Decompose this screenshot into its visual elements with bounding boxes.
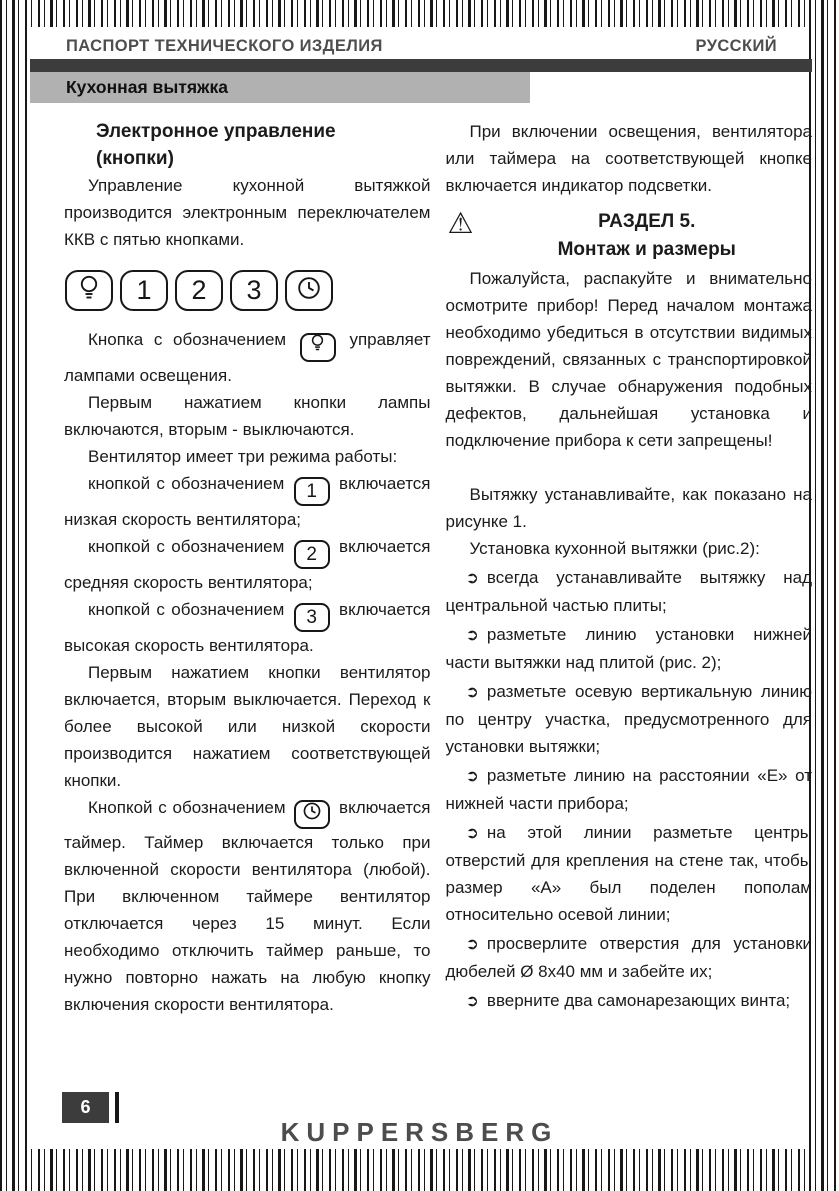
light-button	[65, 270, 113, 311]
timer-paragraph: Кнопкой с обозначением включается таймер. Таймер включается только при включенной скорости вентилятора (любой). При включенном таймере вентилятор отключается через 15 минут. Если необходимо отключить таймер раньше, то нужно повторно нажать на любую кнопку включения скорости вентилятора.	[64, 797, 431, 1014]
clock-key-inline	[294, 800, 330, 829]
section5-heading	[446, 208, 813, 264]
speed-3-key-inline: 3	[294, 603, 330, 632]
two-column-body	[64, 118, 812, 1018]
page-number: 6	[62, 1092, 109, 1123]
speed1-paragraph: кнопкой с обозначением 1 включается низкая скорость вентилятора;	[64, 473, 431, 529]
speed2-paragraph: кнопкой с обозначением 2 включается средняя скорость вентилятора;	[64, 536, 431, 592]
curved-arrow-bullet-icon: ➲	[465, 825, 479, 842]
speed-2-key-inline: 2	[294, 540, 330, 569]
section5-titles	[482, 208, 813, 264]
lamp-icon	[78, 274, 100, 307]
curved-arrow-bullet-icon: ➲	[465, 936, 479, 953]
fan-toggle-paragraph: Первым нажатием кнопки вентилятор включается, вторым выключается. Переход к более высокой или низкой скорости производится нажатием соответствующей кнопки.	[64, 662, 431, 790]
list-item: ➲ разметьте линию на расстоянии «Е» от нижней части прибора;	[445, 766, 812, 813]
section5-title-line2: Монтаж и размеры	[557, 239, 736, 260]
list-item: ➲ разметьте осевую вертикальную линию по центру участка, предусмотренного для установки вытяжки;	[445, 682, 812, 756]
section-bar	[30, 72, 530, 103]
figure1-paragraph: Вытяжку устанавливайте, как показано на рисунке 1.	[445, 485, 812, 531]
curved-arrow-bullet-icon: ➲	[465, 627, 479, 644]
unpack-paragraph: Пожалуйста, распакуйте и внимательно осмотрите прибор! Перед началом монтажа необходимо убедиться в отсутствии видимых повреждений, связанных с транспортировкой вытяжки. В случае обнаружения подобных дефектов, дальнейшая установка и подключение прибора к сети запрещены!	[445, 269, 812, 450]
lamp-toggle-paragraph: Первым нажатием кнопки лампы включаются, вторым - выключаются.	[64, 392, 431, 439]
warning-icon: ⚠	[447, 208, 474, 240]
speed-1-button	[120, 270, 168, 311]
lamp-key-inline	[300, 333, 336, 362]
speed-1-key-inline: 1	[294, 477, 330, 506]
controls-heading-line2: (кнопки)	[96, 148, 174, 169]
barcode-border-left	[0, 0, 30, 1191]
list-item: ➲ разметьте линию установки нижней части вытяжки над плитой (рис. 2);	[445, 625, 812, 672]
curved-arrow-bullet-icon: ➲	[465, 570, 479, 587]
barcode-border-top	[0, 0, 839, 27]
left-column	[64, 118, 431, 1018]
right-column	[446, 118, 813, 1018]
brand-logo: KUPPERSBERG	[280, 1117, 559, 1147]
page-header	[66, 37, 777, 56]
figure2-paragraph: Установка кухонной вытяжки (рис.2):	[469, 539, 760, 558]
speed-3-button	[230, 270, 278, 311]
curved-arrow-bullet-icon: ➲	[465, 768, 479, 785]
indicator-paragraph: При включении освещения, вентилятора или таймера на соответствующей кнопке включается индикатор подсветки.	[445, 122, 812, 195]
barcode-border-right	[809, 0, 839, 1191]
speed-1-label: 1	[136, 275, 152, 305]
control-keypad	[65, 270, 431, 311]
clock-icon	[296, 275, 322, 306]
controls-heading	[64, 118, 431, 172]
controls-heading-line1: Электронное управление	[96, 121, 336, 142]
speed3-paragraph: кнопкой с обозначением 3 включается высокая скорость вентилятора.	[64, 599, 431, 655]
lamp-paragraph: Кнопка с обозначением управляет лампами освещения.	[64, 330, 431, 385]
header-title: ПАСПОРТ ТЕХНИЧЕСКОГО ИЗДЕЛИЯ	[66, 37, 383, 55]
header-rule	[30, 59, 812, 72]
speed-2-label: 2	[191, 275, 207, 305]
section-bar-label: Кухонная вытяжка	[66, 77, 228, 97]
list-item: ➲ вверните два самонарезающих винта;	[465, 991, 791, 1010]
header-language: РУССКИЙ	[695, 37, 777, 55]
fan-modes-paragraph: Вентилятор имеет три режима работы:	[88, 446, 398, 466]
clock-icon	[302, 801, 322, 829]
lamp-icon	[310, 333, 325, 361]
timer-button	[285, 270, 333, 311]
section5-title-line1: РАЗДЕЛ 5.	[598, 211, 696, 232]
barcode-border-bottom	[0, 1149, 839, 1191]
speed-3-label: 3	[246, 275, 262, 305]
curved-arrow-bullet-icon: ➲	[465, 993, 479, 1010]
curved-arrow-bullet-icon: ➲	[465, 684, 479, 701]
speed-2-button	[175, 270, 223, 311]
list-item: ➲ на этой линии разметьте центры отверстий для крепления на стене так, чтобы размер «А» был поделен пополам относительно осевой линии;	[445, 823, 812, 924]
controls-intro: Управление кухонной вытяжкой производится электронным переключателем ККВ с пятью кнопками.	[64, 176, 431, 249]
list-item: ➲ всегда устанавливайте вытяжку над центральной частью плиты;	[445, 568, 812, 615]
list-item: ➲ просверлите отверстия для установки дюбелей Ø 8х40 мм и забейте их;	[445, 934, 812, 981]
